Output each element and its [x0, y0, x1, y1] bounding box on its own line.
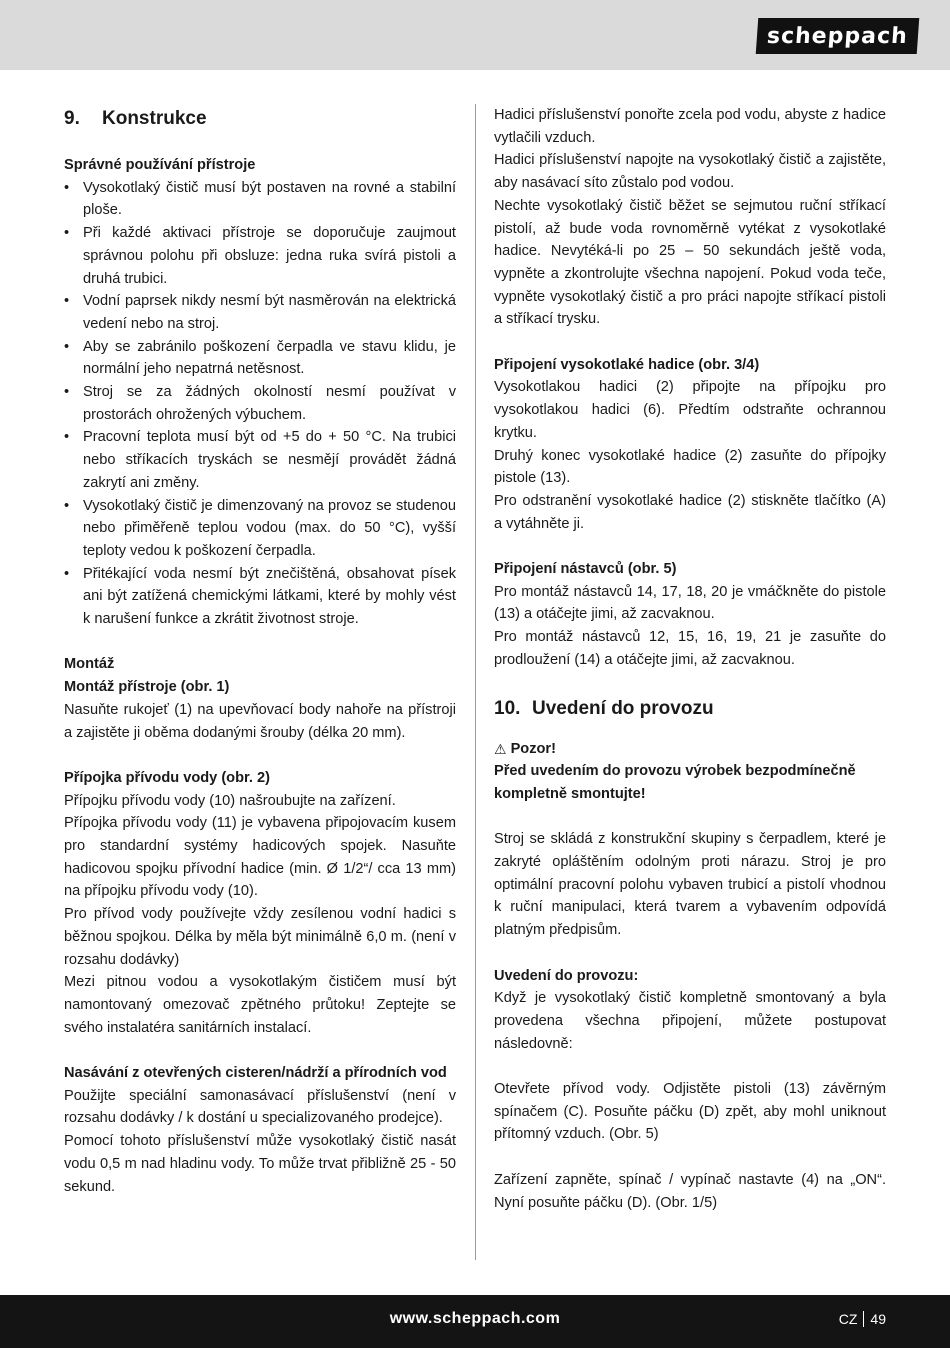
list-item: • Přitékající voda nesmí být znečištěná, obsahovat písek ani být zatížená chemickými látkami, které by mohly vést k narušení funkce a zkrátit životnost stroje.: [64, 563, 456, 631]
use-title: Správné používání přístroje: [64, 157, 256, 173]
section-heading-10: 10. Uvedení do provozu: [494, 697, 714, 719]
list-item: • Při každé aktivaci přístroje se doporučuje zaujmout správnou polohu při obsluze: jedna ruka svírá pistoli a druhá trubici.: [64, 222, 456, 290]
page-num: 49: [870, 1311, 886, 1327]
left-column: [64, 104, 456, 1198]
separator: [863, 1311, 864, 1327]
list-item: • Vysokotlaký čistič je dimenzovaný na provoz se studenou nebo přiměřeně teplou vodou (max. do 50 °C), vyšší teploty vedou k poškození čerpadla.: [64, 495, 456, 563]
warning-label: Pozor!: [510, 740, 556, 757]
use-list: [64, 177, 456, 631]
footer-bar: [0, 1295, 950, 1348]
water-paragraph: Přípojka přívodu vody (11) je vybavena připojovacím kusem pro standardní systémy hadicových spojek. Nasuňte hadicovou spojku přívodní hadice (min. Ø 1/2“/ cca 13 mm) na přípojku přívodu vody (10).: [64, 815, 456, 900]
suction-paragraph: Pomocí tohoto příslušenství může vysokotlaký čistič nasát vodu 0,5 m nad hladinu vody. To může trvat přibližně 25 - 50 sekund.: [64, 1133, 456, 1195]
list-item: • Aby se zabránilo poškození čerpadla ve stavu klidu, je normální jeho nepatrná netěsnost.: [64, 336, 456, 381]
montaz-title: Montáž: [64, 656, 115, 673]
section-heading-9: 9. Konstrukce: [64, 108, 207, 129]
suction-paragraph: Nechte vysokotlaký čistič běžet se sejmutou ruční stříkací pistolí, až bude voda rovnoměrně vytékat z vysokotlaké hadice. Nevytéká-li po 25 – 50 sekundách ještě voda, vypněte a zkontrolujte všechna napojení. Pokud voda teče, vypněte vysokotlaký čistič a pro práci napojte stříkací pistoli a stříkací trysku.: [494, 197, 886, 328]
water-paragraph: Mezi pitnou vodou a vysokotlakým čističem musí být namontovaný omezovač zpětného průtoku! Zeptejte se svého instalatéra sanitárních instalací.: [64, 974, 456, 1036]
footer-url: www.scheppach.com: [389, 1310, 561, 1327]
warning-icon: ⚠: [494, 740, 507, 757]
warning-text: Před uvedením do provozu výrobek bezpodmínečně kompletně smontujte!: [494, 763, 856, 802]
language-code: CZ: [838, 1311, 858, 1327]
water-paragraph: Pro přívod vody používejte vždy zesílenou vodní hadici s běžnou spojkou. Délka by měla být minimálně 6,0 m. (není v rozsahu dodávky): [64, 906, 456, 968]
hp-title: Připojení vysokotlaké hadice (obr. 3/4): [494, 356, 760, 373]
nozzle-title: Připojení nástavců (obr. 5): [494, 561, 677, 578]
description: Stroj se skládá z konstrukční skupiny s čerpadlem, které je zakryté opláštěním odolným proti nárazu. Stroj je pro optimální pracovní polohu vybaven trubicí a pistolí vhodnou k ruční manipulaci, která tvarem a vybavením odpovídá platným předpisům.: [494, 831, 886, 939]
hp-paragraph: Pro odstranění vysokotlaké hadice (2) stiskněte tlačítko (A) a vytáhněte ji.: [494, 492, 886, 532]
column-divider: [475, 104, 476, 1260]
montaz-subtitle: Montáž přístroje (obr. 1): [64, 679, 230, 696]
suction-paragraph: Hadici příslušenství napojte na vysokotlaký čistič a zajistěte, aby nasávací síto zůstalo pod vodou.: [494, 152, 886, 192]
list-item: • Vodní paprsek nikdy nesmí být nasměrován na elektrická vedení nebo na stroj.: [64, 290, 456, 335]
list-item: • Stroj se za žádných okolností nesmí používat v prostorách ohrožených výbuchem.: [64, 381, 456, 426]
start-paragraph: Zařízení zapněte, spínač / vypínač nastavte (4) na „ON“. Nyní posuňte páčku (D). (Obr. 1/5): [494, 1171, 886, 1211]
suction-paragraph: Použijte speciální samonasávací příslušenství (není v rozsahu dodávky / k dostání u specializovaného prodejce).: [64, 1087, 456, 1127]
brand-logo: scheppach: [756, 18, 919, 54]
start-title: Uvedení do provozu:: [494, 967, 639, 984]
hp-paragraph: Vysokotlakou hadici (2) připojte na přípojku pro vysokotlakou hadici (6). Předtím odstraňte ochrannou krytku.: [494, 379, 886, 441]
water-paragraph: Přípojku přívodu vody (10) našroubujte na zařízení.: [64, 792, 396, 809]
suction-paragraph: Hadici příslušenství ponořte zcela pod vodu, abyste z hadice vytlačili vzduch.: [494, 107, 886, 146]
start-paragraph: Otevřete přívod vody. Odjistěte pistoli (13) závěrným spínačem (C). Posuňte páčku (D) zpět, aby mohl uniknout přítomný vzduch. (Obr. 5): [494, 1081, 886, 1143]
hp-paragraph: Druhý konec vysokotlaké hadice (2) zasuňte do přípojky pistole (13).: [494, 447, 886, 487]
montaz-text: Nasuňte rukojeť (1) na upevňovací body nahoře na přístroji a zajistěte ji oběma dodanými šrouby (délka 20 mm).: [64, 701, 456, 741]
suction-title: Nasávání z otevřených cisteren/nádrží a přírodních vod: [64, 1065, 447, 1082]
water-title: Přípojka přívodu vody (obr. 2): [64, 769, 270, 786]
warning-row: [494, 738, 886, 761]
list-item: • Vysokotlaký čistič musí být postaven na rovné a stabilní ploše.: [64, 177, 456, 222]
page-number: [839, 1311, 886, 1327]
header-bar: [0, 0, 950, 70]
nozzle-paragraph: Pro montáž nástavců 14, 17, 18, 20 je vmáčkněte do pistole (13) a otáčejte jimi, až zacvaknou.: [494, 583, 886, 623]
start-paragraph: Když je vysokotlaký čistič kompletně smontovaný a byla provedena všechna připojení, můžete postupovat následovně:: [494, 990, 886, 1052]
nozzle-paragraph: Pro montáž nástavců 12, 15, 16, 19, 21 je zasuňte do prodloužení (14) a otáčejte jimi, až zacvaknou.: [494, 629, 886, 668]
list-item: • Pracovní teplota musí být od +5 do + 50 °C. Na trubici nebo stříkacích tryskách se nesmějí provádět žádná zakrytí ani změny.: [64, 426, 456, 494]
right-column: [494, 104, 886, 1214]
